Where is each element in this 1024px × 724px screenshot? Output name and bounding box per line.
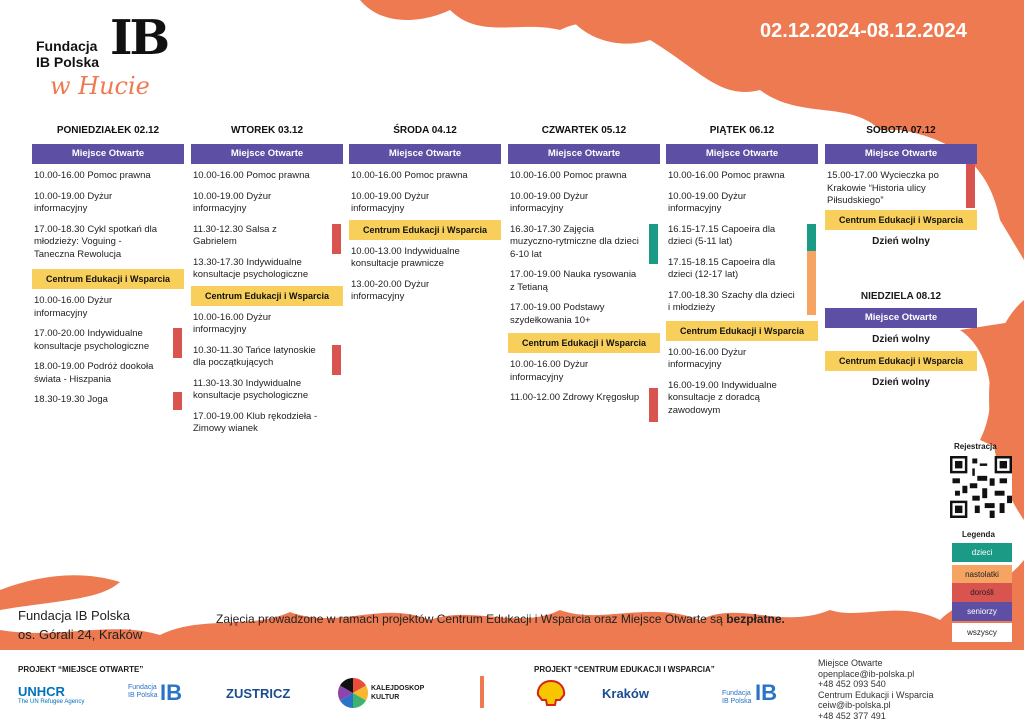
zustricz-logo: ZUSTRICZ	[226, 686, 291, 701]
event-item	[32, 164, 184, 185]
event-item	[191, 339, 343, 372]
miejsce-otwarte-bar: Miejsce Otwarte	[349, 144, 501, 164]
day-off-label: Dzień wolny	[872, 376, 930, 388]
event-item	[191, 185, 343, 218]
note-bold: bezpłatne.	[726, 612, 785, 626]
krakow-logo: Kraków	[602, 686, 649, 701]
event-text: 13.30-17.30 Indywidualne konsultacje psychologiczne	[193, 256, 309, 280]
day-heading: ŚRODA 04.12	[393, 125, 457, 136]
event-text: 17.00-20.00 Indywidualne konsultacje psychologiczne	[34, 328, 150, 352]
logo-text	[36, 38, 99, 70]
event-item	[666, 251, 818, 284]
event-item	[32, 289, 184, 322]
contact-line: Centrum Edukacji i Wsparcia	[818, 689, 934, 700]
fib-ib-mark: IB	[160, 680, 182, 705]
kalejdoskop-line-1: KALEJDOSKOP	[371, 685, 425, 692]
centrum-edukacji-bar: Centrum Edukacji i Wsparcia	[191, 286, 343, 306]
event-text: 16.30-17.30 Zajęcia muzyczno-rytmiczne dla dzieci 6-10 lat	[510, 223, 639, 260]
event-text: 10.00-19.00 Dyżur informacyjny	[668, 190, 747, 214]
miejsce-otwarte-bar: Miejsce Otwarte	[666, 144, 818, 164]
event-text: 18.30-19.30 Joga	[34, 394, 108, 405]
kalejdoskop-line-2: KULTUR	[371, 694, 400, 701]
event-item	[666, 218, 818, 251]
event-item	[32, 355, 184, 388]
legend-item-dzieci: dzieci	[952, 543, 1012, 562]
event-text: 17.00-18.30 Cykl spotkań dla młodzieży: Voguing - Taneczna Rewolucja	[34, 223, 158, 260]
day-off-label: Dzień wolny	[872, 333, 930, 345]
event-text: 16.15-17.15 Capoeira dla dzieci (5-11 lat)	[668, 223, 776, 247]
project-heading-miejsce-otwarte: PROJEKT “MIEJSCE OTWARTE”	[18, 665, 144, 674]
event-text: 10.00-19.00 Dyżur informacyjny	[510, 190, 589, 214]
event-text: 10.00-19.00 Dyżur informacyjny	[34, 190, 113, 214]
event-item	[508, 386, 660, 407]
fundacja-ib-logo-2	[722, 690, 752, 706]
event-text: 10.00-16.00 Pomoc prawna	[668, 170, 785, 181]
event-item	[191, 306, 343, 339]
kalejdoskop-logo-icon	[338, 678, 368, 708]
event-item	[666, 341, 818, 374]
centrum-edukacji-bar: Centrum Edukacji i Wsparcia	[32, 269, 184, 289]
event-item	[191, 372, 343, 405]
audience-tag-dorosli	[649, 388, 658, 422]
note-text: Zajęcia prowadzone w ramach projektów Centrum Edukacji i Wsparcia oraz Miejsce Otwarte są	[216, 612, 727, 626]
contact-line: Miejsce Otwarte	[818, 658, 883, 668]
miejsce-otwarte-bar: Miejsce Otwarte	[508, 144, 660, 164]
event-text: 10.00-16.00 Dyżur informacyjny	[34, 295, 113, 319]
audience-tag-dorosli	[173, 392, 182, 410]
event-text: 11.30-13.30 Indywidualne konsultacje psychologiczne	[193, 377, 309, 401]
contact-email[interactable]: openplace@ib-polska.pl	[818, 668, 915, 679]
event-text: 17.00-19.00 Klub rękodzieła - Zimowy wianek	[193, 410, 318, 434]
legend-item-nastolatki: nastolatki	[952, 565, 1012, 584]
event-item	[32, 185, 184, 218]
event-text: 18.00-19.00 Podróż dookoła świata - Hiszpania	[34, 361, 154, 385]
event-text: 11.00-12.00 Zdrowy Kręgosłup	[510, 392, 640, 403]
day-column-tuesday	[191, 124, 343, 438]
event-item	[508, 185, 660, 218]
unhcr-subtitle: The UN Refugee Agency	[18, 699, 85, 705]
contact-email[interactable]: ceiw@ib-polska.pl	[818, 700, 891, 710]
event-text: 10.30-11.30 Tańce latynoskie dla początkujących	[193, 344, 316, 368]
miejsce-otwarte-bar: Miejsce Otwarte	[825, 144, 977, 164]
day-heading: PONIEDZIAŁEK 02.12	[56, 125, 160, 136]
logo-line-1: Fundacja	[36, 38, 98, 54]
event-item	[666, 185, 818, 218]
contact-phone[interactable]: +48 452 093 540	[818, 679, 886, 689]
free-classes-note	[216, 612, 785, 626]
fib-line-1: Fundacja	[128, 684, 157, 691]
miejsce-otwarte-bar: Miejsce Otwarte	[825, 308, 977, 328]
organization-address	[18, 606, 142, 644]
event-text: 10.00-16.00 Pomoc prawna	[351, 170, 468, 181]
date-range: 02.12.2024-08.12.2024	[760, 20, 967, 42]
legend-item-wszyscy: wszyscy	[952, 623, 1012, 642]
event-item	[666, 284, 818, 317]
day-column-weekend	[825, 124, 977, 394]
event-item	[508, 296, 660, 329]
event-text: 16.00-19.00 Indywidualne konsultacje z doradcą zawodowym	[668, 379, 777, 416]
unhcr-logo	[18, 684, 84, 705]
event-text: 10.00-16.00 Pomoc prawna	[510, 170, 627, 181]
fib-line-2: IB Polska	[128, 692, 158, 699]
registration-label: Rejestracja	[954, 442, 997, 451]
fib-line-1: Fundacja	[722, 690, 751, 697]
day-heading: WTOREK 03.12	[230, 125, 304, 136]
legend-item-dorosli: dorośli	[952, 583, 1012, 602]
event-item	[349, 240, 501, 273]
event-item	[349, 164, 501, 185]
unhcr-name: UNHCR	[18, 684, 65, 699]
event-text: 17.15-18.15 Capoeira dla dzieci (12-17 lat)	[668, 256, 776, 280]
project-heading-centrum: PROJEKT “CENTRUM EDUKACJI I WSPARCIA”	[534, 665, 715, 674]
audience-tag-dorosli	[173, 328, 182, 358]
fib-line-2: IB Polska	[722, 698, 752, 705]
event-item	[508, 353, 660, 386]
event-item	[191, 251, 343, 284]
event-text: 10.00-16.00 Dyżur informacyjny	[193, 311, 272, 335]
event-text: 11.30-12.30 Salsa z Gabrielem	[193, 223, 277, 247]
event-item	[666, 374, 818, 420]
event-item	[191, 164, 343, 185]
event-text: 17.00-19.00 Nauka rysowania z Tetianą	[510, 269, 637, 293]
audience-tag-dorosli	[332, 224, 341, 254]
day-column-monday	[32, 124, 184, 409]
day-column-thursday	[508, 124, 660, 407]
logo-ib: IB	[110, 10, 168, 66]
event-text: 10.00-19.00 Dyżur informacyjny	[351, 190, 430, 214]
qr-code-icon[interactable]	[950, 456, 1012, 518]
shell-logo-icon	[536, 680, 566, 706]
event-item	[191, 218, 343, 251]
organization-name: Fundacja IB Polska	[18, 608, 131, 623]
audience-tag-dzieci	[649, 224, 658, 264]
contact-info	[818, 658, 934, 721]
event-text: 10.00-16.00 Pomoc prawna	[34, 170, 151, 181]
event-text: 10.00-16.00 Dyżur informacyjny	[510, 359, 589, 383]
kalejdoskop-logo-text	[371, 684, 424, 702]
miejsce-otwarte-bar: Miejsce Otwarte	[32, 144, 184, 164]
day-column-friday	[666, 124, 818, 419]
event-text: 10.00-13.00 Indywidualne konsultacje prawnicze	[351, 245, 460, 269]
centrum-edukacji-bar: Centrum Edukacji i Wsparcia	[508, 333, 660, 353]
street-address: os. Górali 24, Kraków	[18, 627, 143, 642]
day-heading: CZWARTEK 05.12	[541, 125, 627, 136]
event-item	[666, 164, 818, 185]
day-heading: NIEDZIELA 08.12	[860, 290, 942, 302]
event-item	[191, 405, 343, 438]
audience-tag-dorosli	[966, 164, 975, 208]
event-text: 17.00-18.30 Szachy dla dzieci i młodzieży	[668, 289, 795, 313]
event-text: 17.00-19.00 Podstawy szydełkowania 10+	[510, 302, 605, 326]
event-text: 10.00-16.00 Dyżur informacyjny	[668, 346, 747, 370]
event-item	[508, 164, 660, 185]
event-item	[349, 185, 501, 218]
day-off-label: Dzień wolny	[872, 235, 930, 247]
event-item	[349, 273, 501, 306]
audience-tag-dzieci	[807, 224, 816, 254]
event-item	[32, 388, 184, 409]
legend-item-seniorzy: seniorzy	[952, 602, 1012, 621]
contact-phone[interactable]: +48 452 377 491	[818, 710, 886, 721]
logo-line-2: IB Polska	[36, 54, 100, 70]
day-heading: SOBOTA 07.12	[866, 125, 936, 136]
centrum-edukacji-bar: Centrum Edukacji i Wsparcia	[666, 321, 818, 341]
day-heading: PIĄTEK 06.12	[709, 125, 775, 136]
footer-divider	[480, 676, 484, 708]
event-text: 15.00-17.00 Wycieczka po Krakowie “Historia ulicy Piłsudskiego”	[827, 170, 939, 206]
event-item	[32, 218, 184, 264]
legend-title: Legenda	[962, 530, 995, 539]
event-item	[825, 164, 977, 210]
audience-tag-dorosli	[332, 345, 341, 375]
event-item	[508, 218, 660, 264]
centrum-edukacji-bar: Centrum Edukacji i Wsparcia	[825, 351, 977, 371]
fundacja-ib-logo	[128, 684, 158, 700]
centrum-edukacji-bar: Centrum Edukacji i Wsparcia	[349, 220, 501, 240]
centrum-edukacji-bar: Centrum Edukacji i Wsparcia	[825, 210, 977, 230]
event-text: 10.00-16.00 Pomoc prawna	[193, 170, 310, 181]
event-item	[32, 322, 184, 355]
day-column-wednesday	[349, 124, 501, 306]
event-item	[508, 263, 660, 296]
fib-ib-mark-2: IB	[755, 680, 777, 705]
miejsce-otwarte-bar: Miejsce Otwarte	[191, 144, 343, 164]
event-text: 10.00-19.00 Dyżur informacyjny	[193, 190, 272, 214]
logo-subtitle: w Hucie	[50, 72, 150, 100]
event-text: 13.00-20.00 Dyżur informacyjny	[351, 278, 430, 302]
